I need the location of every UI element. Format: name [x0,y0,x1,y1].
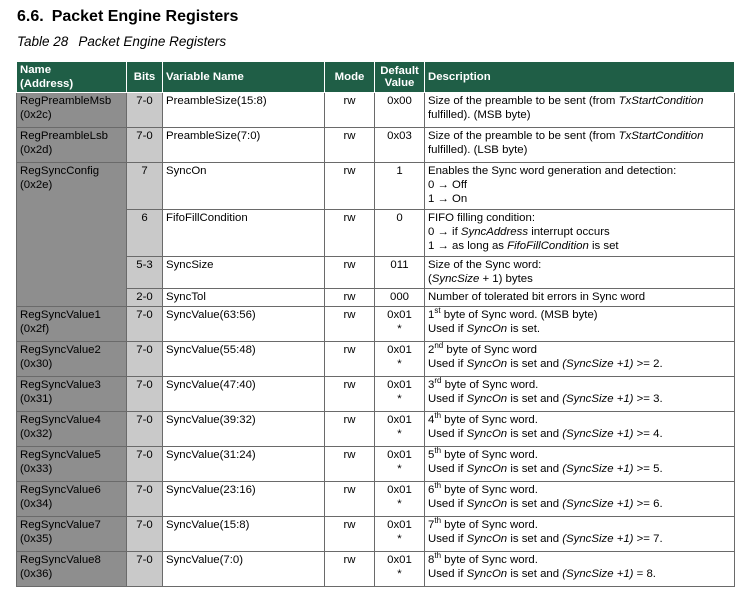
variable-cell: PreambleSize(15:8) [163,93,325,128]
register-name-cell: RegPreambleLsb (0x2d) [17,128,127,163]
table-row [17,128,735,163]
variable-cell: SyncTol [163,289,325,307]
table-header-row [17,62,735,93]
variable-cell: SyncValue(63:56) [163,307,325,342]
mode-cell: rw [325,412,375,447]
bits-cell: 7-0 [127,552,163,587]
default-cell: 0x01 * [375,447,425,482]
mode-cell: rw [325,289,375,307]
bits-cell: 7-0 [127,342,163,377]
description-cell: 3rd byte of Sync word. Used if SyncOn is set and (SyncSize +1) >= 3. [425,377,735,412]
variable-cell: SyncValue(31:24) [163,447,325,482]
default-cell: 0x01 * [375,377,425,412]
bits-cell: 7-0 [127,377,163,412]
default-cell: 011 [375,257,425,289]
bits-cell: 7-0 [127,128,163,163]
table-row [17,517,735,552]
description-cell: Enables the Sync word generation and detection: 0 → Off 1 → On [425,163,735,210]
register-name-cell: RegSyncValue7 (0x35) [17,517,127,552]
description-cell: 1st byte of Sync word. (MSB byte) Used if SyncOn is set. [425,307,735,342]
default-cell: 000 [375,289,425,307]
default-cell: 0x00 [375,93,425,128]
table-row [17,447,735,482]
bits-cell: 7-0 [127,307,163,342]
default-cell: 0x01 * [375,482,425,517]
register-name-cell: RegSyncValue4 (0x32) [17,412,127,447]
bits-cell: 7-0 [127,412,163,447]
variable-cell: SyncValue(15:8) [163,517,325,552]
bits-cell: 7-0 [127,93,163,128]
table-row [17,412,735,447]
col-header-mode: Mode [325,62,375,93]
description-cell: 5th byte of Sync word. Used if SyncOn is set and (SyncSize +1) >= 5. [425,447,735,482]
variable-cell: SyncValue(23:16) [163,482,325,517]
bits-cell: 6 [127,210,163,257]
description-cell: Size of the preamble to be sent (from TxStartCondition fulfilled). (MSB byte) [425,93,735,128]
table-row [17,93,735,128]
col-header-bits: Bits [127,62,163,93]
mode-cell: rw [325,128,375,163]
variable-cell: SyncValue(47:40) [163,377,325,412]
section-number: 6.6. [17,8,44,25]
bits-cell: 7-0 [127,482,163,517]
default-cell: 0x01 * [375,342,425,377]
default-cell: 0x01 * [375,307,425,342]
description-cell: FIFO filling condition: 0 → if SyncAddress interrupt occurs 1 → as long as FifoFillCondition is set [425,210,735,257]
variable-cell: SyncValue(39:32) [163,412,325,447]
register-name-cell: RegSyncValue1 (0x2f) [17,307,127,342]
description-cell: 8th byte of Sync word. Used if SyncOn is set and (SyncSize +1) = 8. [425,552,735,587]
register-table [16,61,735,587]
description-cell: 7th byte of Sync word. Used if SyncOn is set and (SyncSize +1) >= 7. [425,517,735,552]
table-row [17,552,735,587]
description-cell: 6th byte of Sync word. Used if SyncOn is set and (SyncSize +1) >= 6. [425,482,735,517]
register-name-cell: RegSyncValue5 (0x33) [17,447,127,482]
col-header-description: Description [425,62,735,93]
mode-cell: rw [325,377,375,412]
section-heading [17,8,238,26]
table-caption-label: Table 28 [17,34,69,49]
table-row [17,342,735,377]
description-cell: Size of the preamble to be sent (from TxStartCondition fulfilled). (LSB byte) [425,128,735,163]
table-row [17,163,735,210]
variable-cell: FifoFillCondition [163,210,325,257]
default-cell: 0 [375,210,425,257]
bits-cell: 7-0 [127,447,163,482]
mode-cell: rw [325,93,375,128]
register-name-cell: RegSyncValue6 (0x34) [17,482,127,517]
mode-cell: rw [325,482,375,517]
variable-cell: PreambleSize(7:0) [163,128,325,163]
mode-cell: rw [325,210,375,257]
register-name-cell: RegSyncConfig (0x2e) [17,163,127,307]
mode-cell: rw [325,517,375,552]
description-cell: 4th byte of Sync word. Used if SyncOn is set and (SyncSize +1) >= 4. [425,412,735,447]
table-caption-title: Packet Engine Registers [78,34,227,49]
col-header-name: Name (Address) [17,62,127,93]
col-header-default: Default Value [375,62,425,93]
mode-cell: rw [325,447,375,482]
mode-cell: rw [325,163,375,210]
bits-cell: 7 [127,163,163,210]
mode-cell: rw [325,342,375,377]
col-header-variable: Variable Name [163,62,325,93]
mode-cell: rw [325,552,375,587]
default-cell: 0x01 * [375,412,425,447]
bits-cell: 5-3 [127,257,163,289]
register-name-cell: RegSyncValue2 (0x30) [17,342,127,377]
variable-cell: SyncValue(7:0) [163,552,325,587]
default-cell: 0x01 * [375,552,425,587]
variable-cell: SyncOn [163,163,325,210]
default-cell: 0x03 [375,128,425,163]
default-cell: 0x01 * [375,517,425,552]
register-name-cell: RegPreambleMsb (0x2c) [17,93,127,128]
bits-cell: 7-0 [127,517,163,552]
description-cell: Size of the Sync word: (SyncSize + 1) bytes [425,257,735,289]
mode-cell: rw [325,307,375,342]
table-row [17,377,735,412]
register-name-cell: RegSyncValue8 (0x36) [17,552,127,587]
table-row [17,482,735,517]
variable-cell: SyncValue(55:48) [163,342,325,377]
mode-cell: rw [325,257,375,289]
section-title: Packet Engine Registers [51,8,239,25]
bits-cell: 2-0 [127,289,163,307]
variable-cell: SyncSize [163,257,325,289]
register-name-cell: RegSyncValue3 (0x31) [17,377,127,412]
description-cell: Number of tolerated bit errors in Sync word [425,289,735,307]
description-cell: 2nd byte of Sync word Used if SyncOn is set and (SyncSize +1) >= 2. [425,342,735,377]
default-cell: 1 [375,163,425,210]
table-caption [17,34,226,49]
table-row [17,307,735,342]
